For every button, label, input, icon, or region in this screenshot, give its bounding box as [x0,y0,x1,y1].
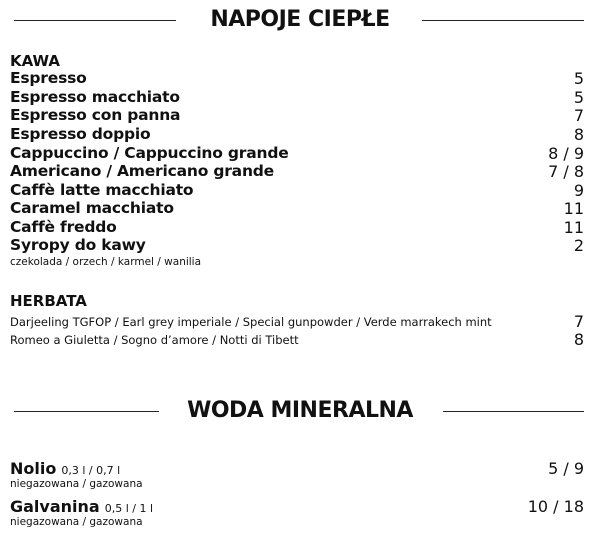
item-price: 5 [573,88,584,107]
item-price: 5 [573,69,584,88]
item-name: Cappuccino / Cappuccino grande [10,144,289,162]
item-name: Espresso macchiato [10,88,180,106]
item-size: 0,5 l / 1 l [104,502,153,515]
menu-item [10,181,584,200]
item-name: Espresso [10,69,87,87]
menu-item [10,313,584,331]
menu-item [10,125,584,144]
item-size: 0,3 l / 0,7 l [61,464,121,477]
item-name: Americano / Americano grande [10,162,274,180]
section-title-mineral-water: WODA MINERALNA [187,398,413,423]
item-price: 5 / 9 [548,459,584,478]
item-name: Romeo a Giuletta / Sogno d’amore / Notti di Tibett [10,333,299,347]
item-price: 8 [573,330,584,349]
mineral-water-header [0,394,600,428]
item-name-text: Galvanina [10,497,100,516]
menu-item [10,106,584,125]
item-name: Espresso con panna [10,106,181,124]
syrup-flavours-note: czekolada / orzech / karmel / wanilia [10,256,202,268]
item-price: 9 [573,181,584,200]
header-rule-right [422,20,584,21]
item-price: 11 [563,199,584,218]
coffee-heading: KAWA [10,52,61,70]
menu-item [10,459,584,479]
item-price: 10 / 18 [527,497,584,516]
item-price: 2 [573,236,584,255]
menu-item [10,497,584,517]
item-price: 8 [573,125,584,144]
item-name: Caffè latte macchiato [10,181,194,199]
tea-heading: HERBATA [10,292,87,310]
item-name: Caramel macchiato [10,199,174,217]
item-price: 11 [563,218,584,237]
item-name: Darjeeling TGFOP / Earl grey imperiale / Special gunpowder / Verde marrakech mint [10,315,492,329]
item-price: 7 [573,106,584,125]
menu-item [10,144,584,163]
item-price: 7 [573,312,584,331]
item-price: 7 / 8 [548,162,584,181]
item-name: Caffè freddo [10,218,117,236]
menu-item [10,218,584,237]
header-rule-right [443,411,584,412]
item-price: 8 / 9 [548,144,584,163]
hot-drinks-header [0,3,600,37]
menu-item [10,236,584,255]
item-name: Espresso doppio [10,125,151,143]
item-name: Syropy do kawy [10,236,146,254]
menu-item [10,199,584,218]
section-title-hot-drinks: NAPOJE CIEPŁE [210,7,390,32]
menu-item [10,88,584,107]
item-name-text: Nolio [10,459,57,478]
item-note: niegazowana / gazowana [10,478,143,490]
menu-item [10,162,584,181]
item-note: niegazowana / gazowana [10,516,143,528]
menu-item [10,69,584,88]
menu-item [10,331,584,349]
